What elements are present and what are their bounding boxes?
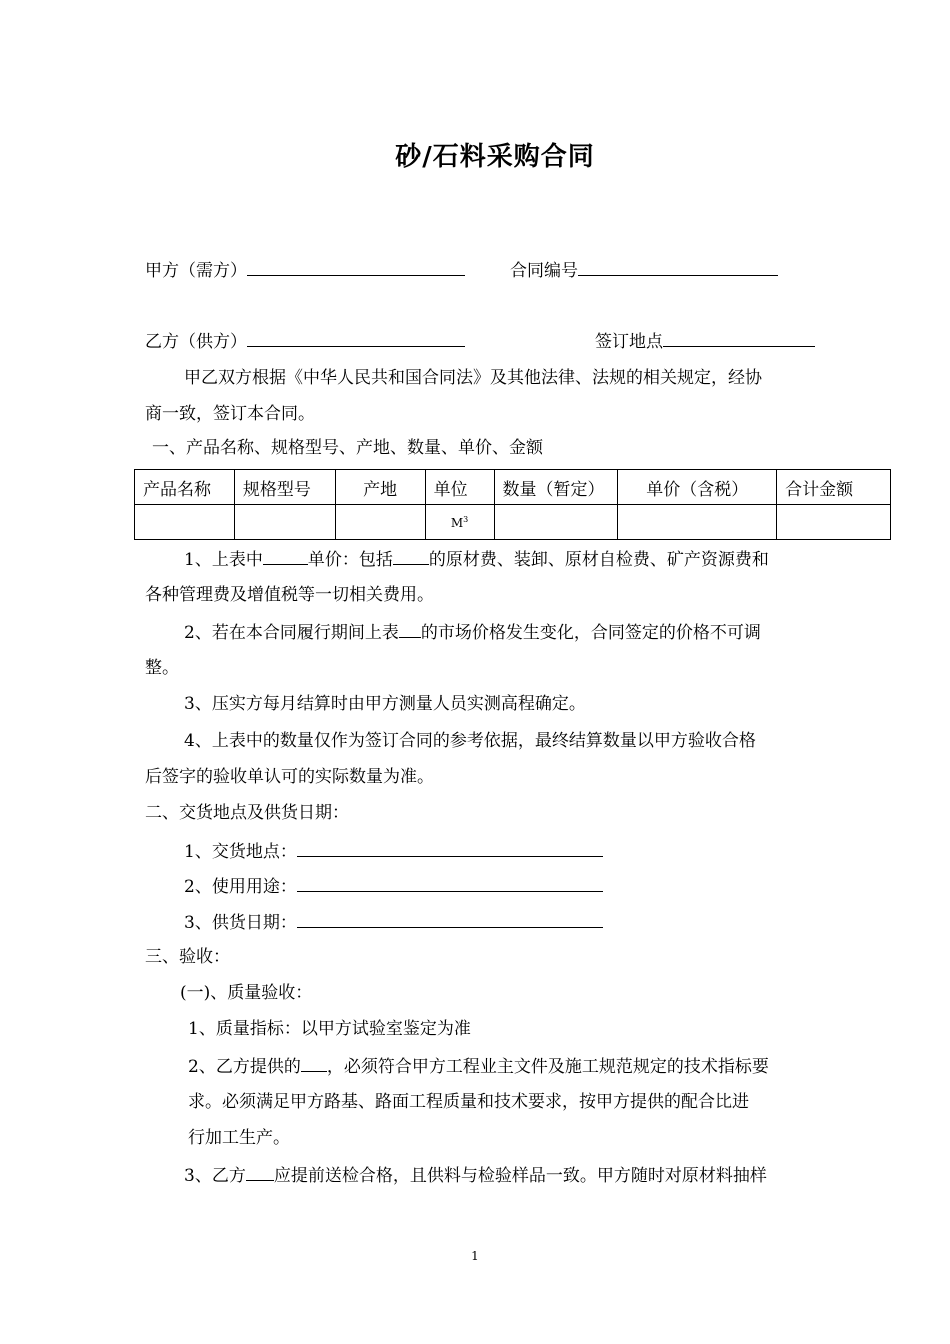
table-row	[135, 505, 891, 540]
quality-item-3-text-a: 3、乙方	[184, 1166, 246, 1186]
intro-line-1: 甲乙双方根据《中华人民共和国合同法》及其他法律、法规的相关规定，经协	[184, 368, 762, 388]
item-4-line-1: 4、上表中的数量仅作为签订合同的参考依据，最终结算数量以甲方验收合格	[184, 731, 756, 751]
item-1-blank-1[interactable]	[263, 548, 308, 565]
table-header-row	[135, 470, 891, 505]
table-header: 规格型号	[234, 470, 335, 505]
table-header: 数量（暂定）	[494, 470, 618, 505]
quality-subheading: (一)、质量验收：	[180, 983, 313, 1003]
item-1-text-a: 1、上表中	[184, 550, 263, 570]
table-header: 产品名称	[135, 470, 235, 505]
table-header: 单价（含税）	[618, 470, 777, 505]
party-a-label: 甲方（需方）	[145, 261, 247, 281]
delivery-place-blank[interactable]	[297, 840, 603, 857]
table-header: 产地	[335, 470, 425, 505]
item-4-line-2: 后签字的验收单认可的实际数量为准。	[145, 767, 434, 787]
item-2-blank[interactable]	[399, 621, 421, 638]
contract-no-line	[510, 259, 778, 281]
usage-line	[184, 875, 603, 897]
usage-blank[interactable]	[297, 875, 603, 892]
quality-item-3-blank[interactable]	[246, 1164, 274, 1181]
delivery-place-line	[184, 840, 603, 862]
usage-label: 2、使用用途：	[184, 877, 297, 897]
table-header: 合计金额	[777, 470, 891, 505]
item-1-line-1	[184, 548, 769, 570]
item-2-line-1	[184, 621, 761, 643]
item-1-blank-2[interactable]	[393, 548, 429, 565]
item-2-text-a: 2、若在本合同履行期间上表	[184, 623, 399, 643]
sign-place-blank[interactable]	[663, 330, 815, 347]
party-a-line	[145, 259, 465, 281]
table-cell-total[interactable]	[777, 505, 891, 540]
quality-item-2-text-b: ，必须符合甲方工程业主文件及施工规范规定的技术指标要	[326, 1057, 769, 1077]
document-title: 砂/石料采购合同	[395, 142, 595, 172]
item-1-line-2: 各种管理费及增值税等一切相关费用。	[145, 585, 434, 605]
product-table	[134, 469, 891, 540]
supply-date-label: 3、供货日期：	[184, 913, 297, 933]
item-2-line-2: 整。	[145, 658, 179, 678]
quality-item-2-text-a: 2、乙方提供的	[188, 1057, 301, 1077]
table-cell-spec[interactable]	[234, 505, 335, 540]
party-b-label: 乙方（供方）	[145, 332, 247, 352]
intro-line-2: 商一致，签订本合同。	[145, 404, 315, 424]
table-cell-origin[interactable]	[335, 505, 425, 540]
page-number: 1	[471, 1249, 479, 1263]
item-1-text-c: 的原材费、装卸、原材自检费、矿产资源费和	[428, 550, 769, 570]
item-1-text-b: 单价：包括	[307, 550, 393, 570]
quality-item-2-line-3: 行加工生产。	[188, 1128, 290, 1148]
sign-place-label: 签订地点	[595, 332, 663, 352]
item-3: 3、压实方每月结算时由甲方测量人员实测高程确定。	[184, 694, 586, 714]
contract-no-label: 合同编号	[510, 261, 578, 281]
table-cell-unit	[425, 505, 494, 540]
quality-item-2-blank[interactable]	[301, 1055, 327, 1072]
quality-item-3-line-1	[184, 1164, 767, 1186]
unit-superscript: 3	[463, 514, 469, 524]
party-b-line	[145, 330, 465, 352]
sign-place-line	[595, 330, 815, 352]
party-b-blank[interactable]	[247, 330, 465, 347]
table-cell-quantity[interactable]	[494, 505, 618, 540]
unit-text: M	[450, 515, 464, 530]
table-cell-product-name[interactable]	[135, 505, 235, 540]
supply-date-line	[184, 911, 603, 933]
quality-item-1: 1、质量指标：以甲方试验室鉴定为准	[188, 1019, 471, 1039]
quality-item-3-text-b: 应提前送检合格，且供料与检验样品一致。甲方随时对原材料抽样	[273, 1166, 767, 1186]
quality-item-2-line-1	[188, 1055, 769, 1077]
party-a-blank[interactable]	[247, 259, 465, 276]
section-3-heading: 三、验收：	[145, 947, 230, 967]
section-1-heading: 一、产品名称、规格型号、产地、数量、单价、金额	[152, 438, 543, 458]
table-header: 单位	[425, 470, 494, 505]
quality-item-2-line-2: 求。必须满足甲方路基、路面工程质量和技术要求，按甲方提供的配合比进	[188, 1092, 749, 1112]
contract-no-blank[interactable]	[578, 259, 778, 276]
delivery-place-label: 1、交货地点：	[184, 842, 297, 862]
table-cell-unit-price[interactable]	[618, 505, 777, 540]
section-2-heading: 二、交货地点及供货日期：	[145, 803, 349, 823]
item-2-text-b: 的市场价格发生变化，合同签定的价格不可调	[420, 623, 761, 643]
supply-date-blank[interactable]	[297, 911, 603, 928]
